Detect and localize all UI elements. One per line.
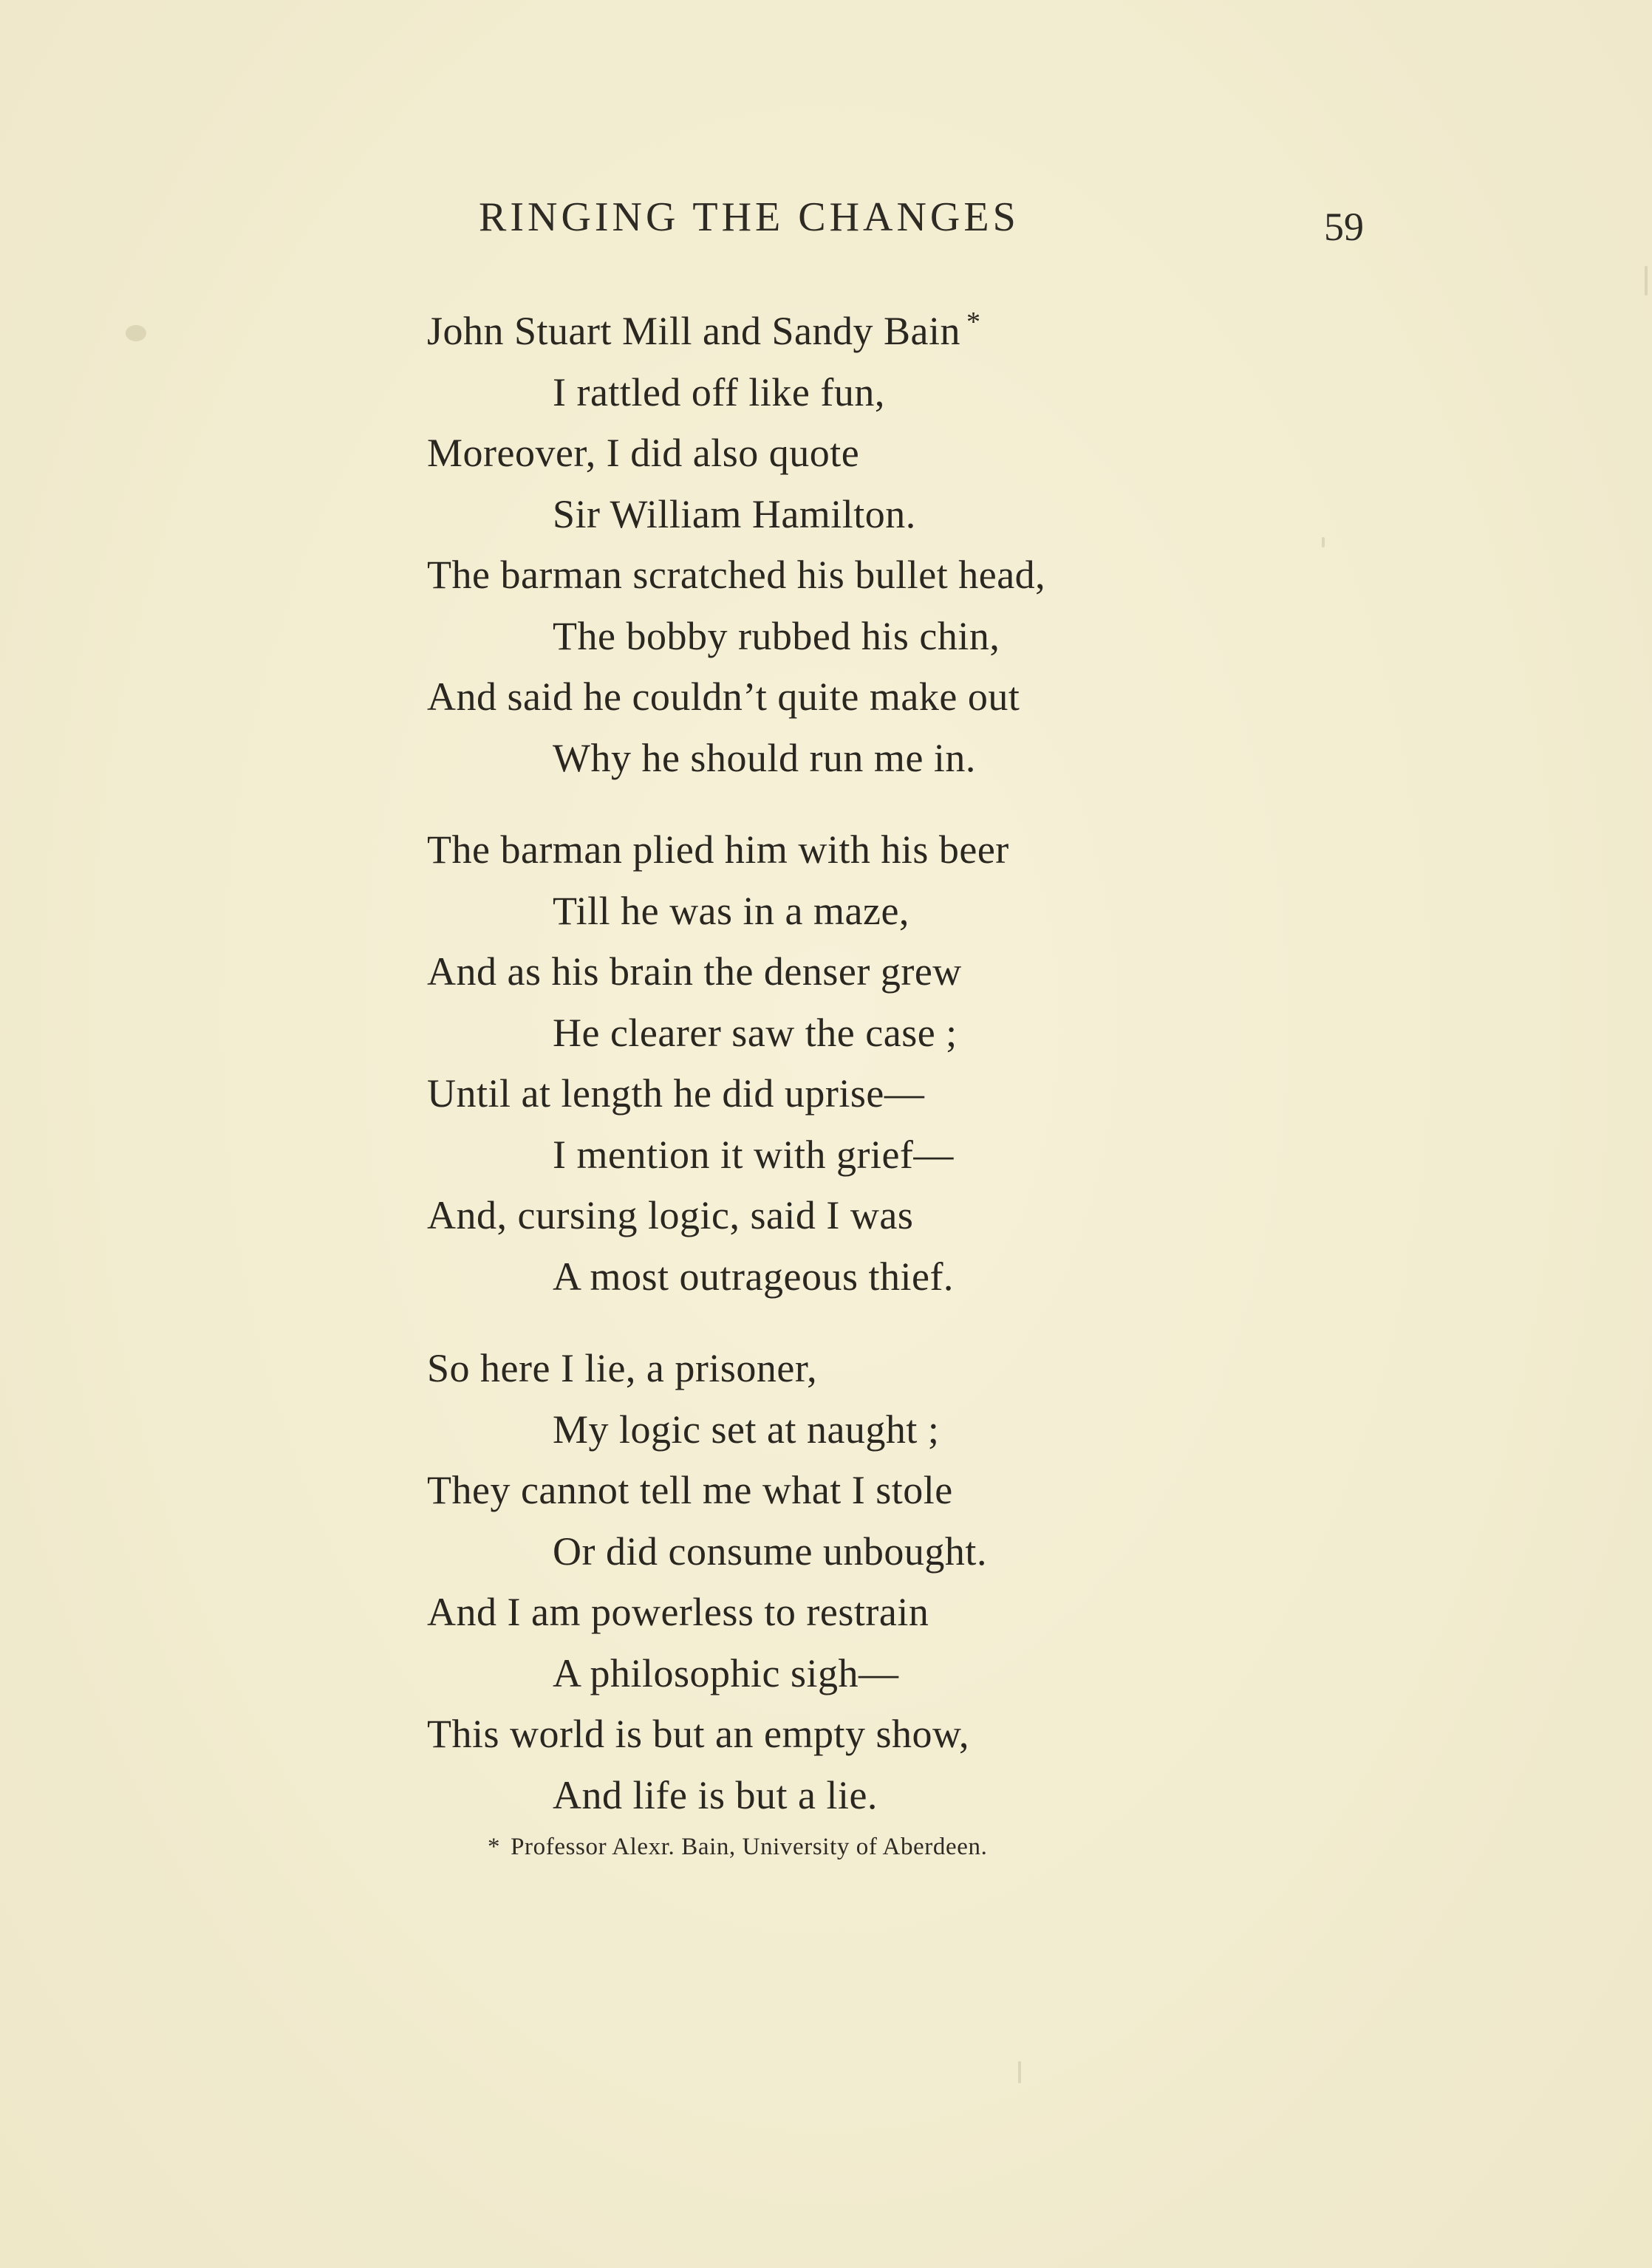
poem-line: I mention it with grief— (553, 1132, 954, 1177)
poem-line: My logic set at naught ; (553, 1407, 940, 1452)
poem (427, 292, 1240, 1825)
paper-speck (1645, 266, 1648, 296)
poem-line: And I am powerless to restrain (427, 1590, 929, 1634)
footnote-text: Professor Alexr. Bain, University of Aberdeen. (511, 1834, 988, 1860)
poem-line-text: John Stuart Mill and Sandy Bain (427, 309, 960, 353)
running-head (0, 194, 1652, 249)
paper-speck (1018, 2061, 1021, 2083)
poem-line: Till he was in a maze, (553, 888, 909, 933)
poem-line: The bobby rubbed his chin, (553, 613, 1000, 658)
paper-speck (126, 325, 146, 341)
poem-line: I rattled off like fun, (553, 369, 885, 414)
poem-line: And said he couldn’t quite make out (427, 674, 1020, 719)
footnote-mark: * (488, 1834, 501, 1860)
poem-line: Why he should run me in. (553, 735, 976, 780)
running-title: RINGING THE CHANGES (479, 194, 1020, 240)
poem-line: The barman plied him with his beer (427, 827, 1009, 872)
poem-line (427, 292, 1240, 362)
paper-speck (1322, 537, 1325, 547)
poem-line: Until at length he did uprise— (427, 1071, 925, 1116)
poem-line: The barman scratched his bullet head, (427, 553, 1046, 597)
stanza-3 (427, 1338, 1240, 1825)
poem-line: Or did consume unbought. (553, 1528, 987, 1574)
stanza-2 (427, 819, 1240, 1307)
poem-line: A philosophic sigh— (553, 1650, 899, 1695)
poem-line: And life is but a lie. (553, 1772, 878, 1817)
poem-line: He clearer saw the case ; (553, 1010, 958, 1055)
footnote-reference-mark: * (966, 307, 981, 338)
poem-line: Moreover, I did also quote (427, 431, 860, 475)
poem-line: They cannot tell me what I stole (427, 1468, 953, 1512)
poem-line: And, cursing logic, said I was (427, 1193, 914, 1237)
poem-line: This world is but an empty show, (427, 1712, 969, 1756)
poem-line: Sir William Hamilton. (553, 491, 916, 536)
page-number: 59 (1324, 205, 1364, 249)
footnote (488, 1834, 987, 1861)
poem-line: A most outrageous thief. (553, 1254, 954, 1299)
poem-line: So here I lie, a prisoner, (427, 1346, 818, 1390)
stanza-1 (427, 292, 1240, 788)
poem-line: And as his brain the denser grew (427, 949, 962, 994)
